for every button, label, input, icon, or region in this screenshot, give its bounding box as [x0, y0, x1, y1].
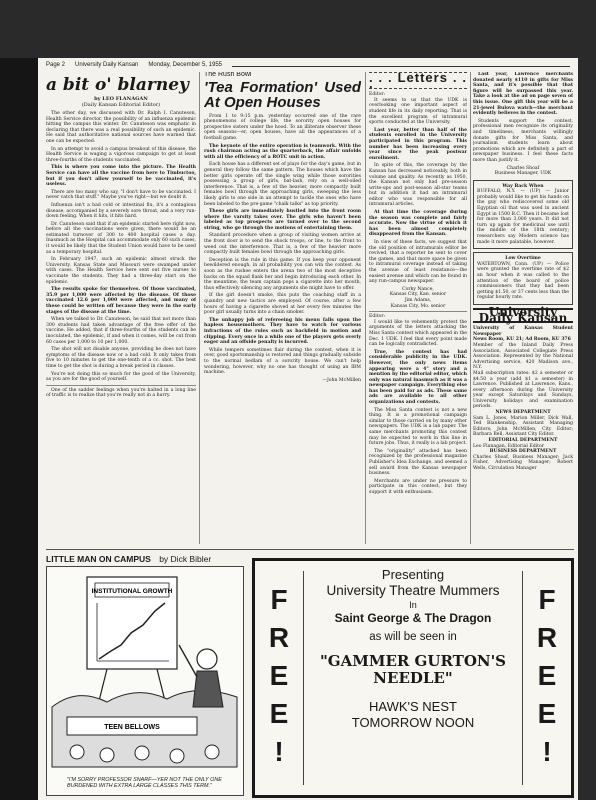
- ad-presenting: Presenting: [381, 567, 445, 582]
- letter-paragraph: In view of these facts, we suggest that the old position of intramurals editor be revived, that a reporter be sent to cover the games, and that more space be given to intramural coverage instead of taking the avenue of least resistance—the easiest avenue and which can be found in any run-campus newspaper.: [369, 240, 467, 285]
- scan-background-left: [0, 58, 38, 800]
- ad-show-title-2: NEEDLE": [373, 669, 453, 687]
- low-overtime-box: [473, 252, 573, 305]
- letters-header: . . . Letters . . .: [369, 72, 467, 91]
- column-divider: [199, 72, 200, 544]
- student-head: [205, 745, 219, 759]
- student-head: [135, 746, 149, 760]
- section-rule: [46, 549, 574, 550]
- letter-continued-paragraph: Last year, Lawrence merchants donated nearly $110 in gifts for Miss Santa, and it's possible that that figure will be surpassed this year. Take a look at the ad on page seven of this issue. One gift this year will be a 21-jewel Bulova watch—the merchant evidently believes in the contest.: [473, 72, 573, 117]
- column-rush-bowl: [204, 72, 361, 550]
- rush-paragraph: From 1 to 9:15 p.m. yesterday occurred one of the rare phenomenons of college life, the sorority open houses for prospective sisters under the hood. To an illiterate observer these open seasons—er, open houses, have all the appearances of a football game.: [204, 113, 361, 141]
- free-right-stack: [527, 581, 567, 771]
- blarney-paragraph: Influenza isn't a bad cold or intestinal flu, it's a contagious disease, accompanied by a severely sore throat, and a very run-down feeling. When it hits, it hits hard.: [46, 202, 196, 220]
- blarney-paragraph: The shot will not disable anyone, providing he does not have symptoms of the disease now or a bad cold. It only takes from five to 10 minutes to get the one-tenth of a cc. shot. The best time to get the shot is during a break period in classes.: [46, 347, 196, 369]
- ad-in: In: [409, 600, 417, 610]
- rush-paragraph: Deception is the rule in this game. If you keep your opponent bewildered enough, in all probability you can win the contest. As soon as the rushee enters the arena two of the most deceptive backs on the squad flank her and begin introducing each other. In the meantime, the team captain pops a cigarette into her mouth, thus effectively silencing any arguments she might have to offer.: [204, 257, 361, 291]
- rush-paragraph: These girls are immediately hustled into the front room where the varsity takes over. The girls who haven't been labeled as top prospects are turned over to the second string, who go through the motions of entertaining them.: [204, 209, 361, 231]
- chart-sign-text: INSTITUTIONAL GROWTH: [91, 588, 173, 595]
- student-head: [100, 748, 114, 762]
- professor-head: [197, 649, 217, 669]
- free-letter: R: [268, 622, 290, 653]
- cartoon-author: by Dick Bibler: [159, 554, 212, 564]
- free-letter: !: [274, 736, 284, 767]
- cartoon-caption: "I'M SORRY PROFESSOR SNARF—YER NOT THE ONLY ONE BURDENED WITH EXTRA LARGE CLASSES THIS TERM.": [67, 777, 222, 789]
- letter-salutation: Editor:: [369, 92, 386, 98]
- newspaper-page: [38, 58, 578, 800]
- folio-rule: [232, 62, 570, 67]
- column-divider: [470, 72, 471, 544]
- mast-line: EDITORIAL DEPARTMENT: [488, 438, 558, 444]
- letter-signer: Kansas City, Mo. senior: [390, 303, 446, 309]
- free-letter: E: [537, 660, 557, 691]
- rush-paragraph: The unhappy job of refereeing his menu falls upon the hapless housemothers. They have to watch for various infractions of the rules such as backfield in motion and clipping. Every once in a while one of the players gets overly eager and an offside penalty is incurred.: [204, 317, 361, 346]
- professor-pointer: [179, 645, 197, 677]
- free-letter: F: [270, 584, 288, 615]
- letter2-salutation: Editor:: [369, 314, 386, 320]
- blarney-paragraph: The other day, we discussed with Dr. Ralph I. Canuteson, Health Service director, the possibility of an influenza epidemic hitting the campus this winter. Dr. Canuteson was emphatic in declaring that there was a real possibility of such an epidemic. He said that authoritative national sources have warned that one can be expected.: [46, 111, 196, 144]
- letter-continued-paragraph: Students support the contest, professional men recognize its originality and timeliness, merchants willingly donate gifts for Miss Santa, and journalism students learn about promotions which are definitely a part of newspaper business. I feel these facts more than justify it.: [473, 118, 573, 163]
- rush-paragraph: Standard procedure when a group of visiting women arrive at the front door is to send the shock troops, or line, to the front to weed out the interference. That is, a few of the heavier more compactly built females bowl through the approaching girls.: [204, 233, 361, 256]
- cartoon-panel: [46, 566, 244, 796]
- folio-date: Monday, December 5, 1955: [148, 62, 222, 68]
- letter-paragraph: Last year, better than half of the students enrolled in the University participated in this program. This number has been increasing every year since the peak postwar enrollment.: [369, 127, 467, 161]
- ad-body: [307, 567, 519, 731]
- folio-paper-name: University Daily Kansan: [75, 62, 139, 68]
- letter2-paragraph: The "originality" attacked has been recognized by the professional magazine Publisher's Idea Exchange, and seemed a sell award from the Kansas newspaper business.: [369, 448, 467, 477]
- desk-sign-text: TEEN BELLOWS: [104, 724, 160, 731]
- letter-signer: Corky Nance,: [402, 286, 434, 292]
- free-letter: !: [542, 736, 552, 767]
- blarney-paragraph: Dr. Canuteson said that if an epidemic started here right now, before all the vaccinations were given, there would be an estimated turnover of 300 to 400 hospital cases a day. Inasmuch as the Hospital can accommodate only 60 such cases, it would be likely that the Student Union would have to be used as a temporary hospital.: [46, 221, 196, 255]
- letter-signer: Kansas City, Kan. senior: [389, 292, 447, 298]
- letter2-paragraph: I would like to vehemently protest the arguments of the letters attacking the Miss Santa contest which appeared in the Dec. 1 UDK. I feel that every point made can be logically contradicted.: [369, 319, 467, 348]
- rush-paragraph: While tempers sometimes flair during the contest, when it is over, good sportsmanship is restored and things gradually subside to the normal bedlam of a sorority house. We can't help wondering, however, why no one has thought of using an IBM machine.: [204, 347, 361, 376]
- ad-show-title-1: "GAMMER GURTON'S: [319, 652, 507, 670]
- free-letter: R: [536, 622, 558, 653]
- blarney-paragraph: You're not doing this so much for the good of the University, as you are for the good of yourself.: [46, 371, 196, 383]
- cartoon-name: LITTLE MAN ON CAMPUS: [46, 554, 151, 564]
- free-letter: E: [269, 660, 289, 691]
- column-misc: [473, 72, 573, 550]
- theatre-ad: [252, 558, 574, 798]
- blarney-byline: by LEO FLANAGAN: [94, 96, 148, 102]
- ad-divider: [522, 571, 523, 785]
- mast-line: NEWS DEPARTMENT: [495, 410, 551, 416]
- cartoon-title: [46, 554, 246, 564]
- page-folio: [46, 62, 570, 68]
- rush-paragraph: If the girl doesn't smoke, this puts the coaching staff in a quandry and new tactics are employed. Of course, after a few hours of having a cigarette shoved at her every few minutes the poor girl usually turns into a chain smoker.: [204, 293, 361, 316]
- way-back-when-text: BUFFALO, N.Y. — (UP) — Junior probably would like to get his hands on the guy who rediscovered some old Egyptian oil that was used in ancient Egypt in 1500 B.C. Then it became lost for more than 3,000 years. It did not turn up again for medicinal use until the middle of the 18th century; researchers say Modern science has made it more palatable, however.: [477, 189, 569, 245]
- free-letter: E: [269, 698, 289, 729]
- rush-signature: —John McMillen: [322, 377, 361, 383]
- blarney-paragraph: In an attempt to avoid a campus breakout of this disease, the Health Service is waging a vigorous campaign to get at least three-fourths of the students vaccinated.: [46, 146, 196, 163]
- free-left-stack: [259, 581, 299, 771]
- blarney-paragraph: The results spoke for themselves. Of those vaccinated, 35.9 per 1,000 were affected by the disease. Of those vaccinated 12.6 per 1,000 were affected, and many of these could be written off because they were in the early stages of the disease at the time.: [46, 287, 196, 315]
- scan-background-top: [0, 0, 596, 58]
- letter-paragraph: It seems to us that the UDK is overlooking one important aspect of student life in its daily reporting. That is the excellent program of intramural sports conducted at the University.: [369, 97, 467, 126]
- ad-as-seen: as will be seen in: [369, 631, 457, 643]
- cartoon-drawing: [47, 567, 244, 796]
- low-overtime-head: Low Overtime: [505, 256, 541, 262]
- tea-formation-headline: 'Tea Formation' Used At Open Houses: [204, 78, 361, 111]
- blarney-headline: a bit o' blarney: [46, 75, 189, 95]
- letter-signer-role: Business Manager, UDK: [494, 171, 552, 177]
- mast-line: Sam L. Jones, Marion Miller, Dick Wall, Ted Blankenship, Assistant Managing Editors; John McMillen, City Editor; Barbara Bell, Assistant City Editor.: [473, 415, 573, 438]
- column-divider: [365, 72, 366, 544]
- way-back-when-head: Way Back When: [502, 183, 544, 189]
- letter-paragraph: In spite of this, the coverage by the Kansan has decreased noticeably, both in volume and quality. As recently as 1950, the Kansan not only had pre-season write-ups and post-season all-star teams but in addition it had an intramural editor who was responsible for all intramural articles.: [369, 163, 467, 208]
- column-letters: [369, 72, 467, 550]
- blarney-paragraph: One of the sadder feelings when you're halted in a long line of traffic is to realize that you're really not in a hurry.: [46, 385, 196, 399]
- low-overtime-text: WATERTOWN, Conn. (UP) — Police were granted the overtime rate of $2 an hour when it was called to the attention of the board of police commissioners that they had been getting $1.50, or 37 cents less than the regular hourly rate.: [477, 261, 569, 301]
- ad-venue: HAWK'S NEST: [369, 699, 457, 714]
- letter-signer: Jim Adams,: [404, 297, 432, 303]
- mast-line: Charles Shoaf, Business Manager; Jack Fisher, Advertising Manager; Robert Wells, Circulation Manager: [473, 454, 573, 471]
- student-head: [170, 749, 184, 763]
- rush-bowl-kicker: The Rush Bowl: [204, 72, 252, 78]
- column-blarney: [46, 72, 196, 550]
- letter2-paragraph: True, the contest has had considerable publicity in the UDK. However, the only news items appearing were a 4" story and a mention by the editorial editor, which only was natural inasmuch as it was a newspaper campaign. Everything else has been paid for as ads. These same ads are available to all other organizations and contests.: [369, 349, 467, 406]
- blarney-paragraph: In February 1947, such an epidemic almost struck the University. Kansas State and Missouri were swamped under with cases. The Health Service here sent out five nurses to vaccinate the students. They had a three-day start on the epidemic.: [46, 257, 196, 285]
- blarney-paragraph: There are too many who say, "I don't have to be vaccinated. I never catch that stuff." Maybe you've right—but we doubt it.: [46, 189, 196, 201]
- way-back-when-box: [473, 180, 573, 250]
- ad-divider: [303, 571, 304, 785]
- professor-body: [193, 671, 223, 707]
- student-head: [70, 745, 84, 759]
- free-letter: F: [538, 584, 556, 615]
- blarney-byline-title: (Daily Kansan Editorial Editor): [81, 102, 161, 108]
- ad-company: University Theatre Mummers: [326, 583, 500, 598]
- blarney-paragraph: When we talked to Dr. Canuteson, he said that not more than 300 students had taken advantage of the free offer of the vaccine. He added, that if three-fourths of the students can be inoculated, the epidemic, if and when it comes, will be cut from 60 cases per 1,000 to 10 per 1,000.: [46, 317, 196, 345]
- mast-line: News Room, KU 21; Ad Room, KU 376: [473, 337, 571, 343]
- blarney-paragraph: This is where you come into the picture. The Health Service can have all the vaccine from here to Timbuctoo, but if you don't allow yourself to be vaccinated, it's useless.: [46, 165, 196, 188]
- ad-time: TOMORROW NOON: [351, 715, 475, 730]
- letter-signer: Charles Shoaf: [506, 165, 540, 171]
- letter2-paragraph: The Miss Santa contest is not a new thing. It is a promotional campaign similar to those carried on by many other newspapers. The UDK is a lab paper. The same merchants promoting this contest may be expected to work in this line in future jobs. Thus, it really is a lab project.: [369, 407, 467, 447]
- masthead: University Daily Kansan: [473, 308, 573, 323]
- mast-line: University of Kansas Student Newspaper: [473, 326, 573, 337]
- mast-line: Member of the Inland Daily Press Association, Associated Collegiate Press Association. Represented by the National Advertising service, 420 Madison ave., N.Y.: [473, 342, 573, 371]
- free-letter: E: [537, 698, 557, 729]
- rush-paragraph: The keynote of the entire operation is teamwork. With the rush chairman acting as the quarterback, the affair unfolds with all the efficiency of a ROTC unit in action.: [204, 143, 361, 160]
- mast-line: BUSINESS DEPARTMENT: [489, 449, 557, 455]
- mast-line: Leo Flanagan, Editorial Editor: [473, 443, 544, 449]
- ad-play-title: Saint George & The Dragon: [334, 611, 492, 625]
- letter-paragraph: At that time the coverage during the season was complete and fairly accurate. Now the virtue of which it has been almost completely disappeared from the Kansan.: [369, 210, 467, 238]
- mast-line: Mail subscription rates: $2 a semester or $4.50 a year (add $1 a semester) in Lawrence. Published at Lawrence, Kans., every afternoon during the University year except Saturdays and Sundays, University holidays and examination periods.: [473, 370, 573, 410]
- folio-page-number: Page 2: [46, 62, 66, 68]
- letter2-paragraph: Merchants are under no pressure to participate in this contest, but they support it with enthusiasm.: [369, 478, 467, 495]
- rush-paragraph: Each house has a different set of plays for the day's game, but in general they follow the same pattern. The houses which have the better girls operate off the single wing while those sororities possessing a group of girls, bat-lash, rely on a well-oiled interference. That is, a few of the heavier, more compactly built females bowl through the approaching girls, sweeping the less likely girls to one side in an attempt to tackle the ones who have been labeled to the pre-game "chalk talks" as top priority.: [204, 162, 361, 207]
